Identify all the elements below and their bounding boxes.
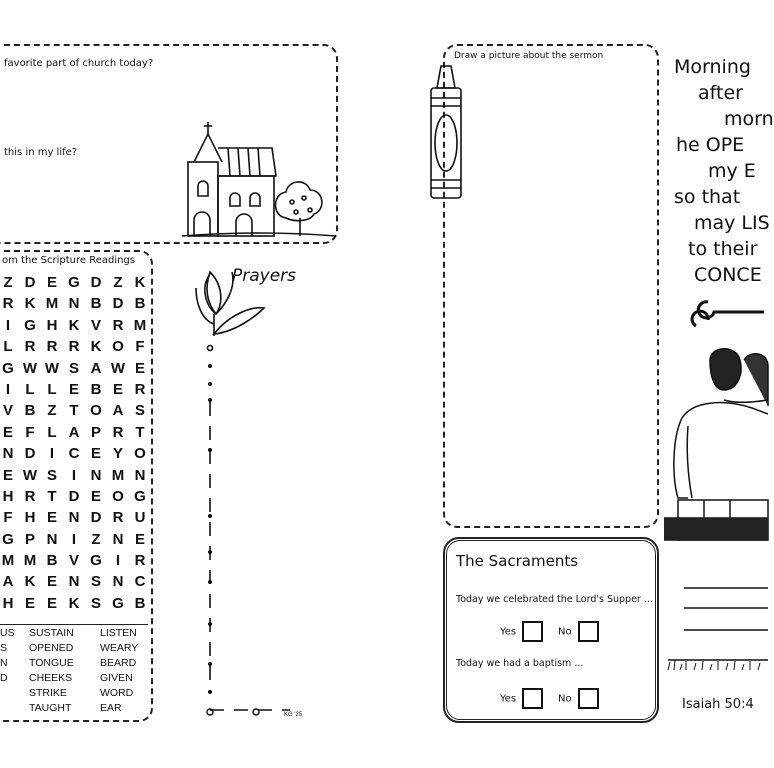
grid-letter: B bbox=[46, 552, 58, 570]
grid-letter: H bbox=[46, 316, 58, 334]
grid-letter: N bbox=[46, 530, 58, 548]
word-list-item: OPENED bbox=[29, 642, 74, 654]
grid-row bbox=[0, 379, 148, 400]
grid-letter: R bbox=[46, 338, 58, 356]
grid-row bbox=[0, 315, 148, 336]
grid-letter: E bbox=[2, 466, 13, 484]
grid-letter: E bbox=[46, 509, 57, 527]
baptism-question: Today we had a baptism ... bbox=[456, 658, 584, 669]
grid-letter: I bbox=[71, 530, 77, 548]
grid-letter: N bbox=[112, 573, 124, 591]
grid-letter: W bbox=[22, 359, 38, 377]
grid-row bbox=[0, 400, 148, 421]
grid-letter: B bbox=[134, 295, 146, 313]
grid-row bbox=[0, 593, 148, 614]
verse-line: morn bbox=[724, 108, 774, 130]
sermon-label: Draw a picture about the sermon bbox=[454, 51, 604, 61]
grid-letter: K bbox=[90, 338, 102, 356]
grid-letter: G bbox=[68, 274, 80, 291]
grid-letter: G bbox=[90, 552, 102, 570]
grid-letter: E bbox=[2, 423, 13, 441]
grid-letter: K bbox=[134, 274, 146, 291]
verse-line: he OPE bbox=[676, 134, 745, 156]
reflection-question-1: favorite part of church today? bbox=[4, 58, 154, 69]
grid-letter: S bbox=[134, 402, 145, 420]
lords-supper-no-checkbox[interactable] bbox=[578, 621, 599, 642]
word-list-item: EAR bbox=[100, 702, 122, 714]
word-list-item: GIVEN bbox=[100, 672, 133, 684]
grid-letter: K bbox=[68, 316, 80, 334]
couple-illustration bbox=[664, 340, 768, 720]
grid-row bbox=[0, 358, 148, 379]
verse-line: so that bbox=[674, 186, 741, 208]
grid-row bbox=[0, 272, 148, 293]
baptism-yes-checkbox[interactable] bbox=[522, 688, 543, 709]
grid-letter: I bbox=[49, 445, 55, 463]
grid-row bbox=[0, 571, 148, 592]
grid-letter: A bbox=[68, 423, 80, 441]
grid-letter: M bbox=[45, 295, 59, 313]
grid-letter: Z bbox=[47, 402, 57, 420]
grid-letter: L bbox=[47, 380, 57, 398]
grid-letter: K bbox=[24, 573, 36, 591]
grid-letter: I bbox=[115, 552, 121, 570]
grid-letter: F bbox=[25, 423, 35, 441]
grid-letter: N bbox=[68, 573, 80, 591]
grid-letter: E bbox=[46, 573, 57, 591]
word-search-grid bbox=[0, 272, 148, 614]
grid-letter: S bbox=[68, 359, 79, 377]
grid-letter: S bbox=[46, 466, 57, 484]
grid-letter: P bbox=[90, 423, 101, 441]
flower-icon bbox=[190, 252, 320, 722]
grid-letter: V bbox=[2, 402, 13, 420]
grid-letter: D bbox=[90, 509, 102, 527]
grid-letter: I bbox=[5, 316, 11, 334]
grid-letter: T bbox=[69, 402, 79, 420]
grid-letter: W bbox=[22, 466, 38, 484]
grid-letter: V bbox=[90, 316, 101, 334]
grid-row bbox=[0, 507, 148, 528]
grid-row bbox=[0, 443, 148, 464]
grid-row bbox=[0, 336, 148, 357]
grid-letter: E bbox=[112, 380, 123, 398]
grid-letter: M bbox=[1, 552, 15, 570]
grid-letter: E bbox=[90, 487, 101, 505]
word-list-item: CHEEKS bbox=[29, 672, 73, 684]
word-list-item: D bbox=[0, 672, 8, 684]
grid-letter: W bbox=[44, 359, 60, 377]
grid-letter: E bbox=[134, 530, 145, 548]
grid-letter: O bbox=[134, 445, 146, 463]
grid-letter: B bbox=[90, 380, 102, 398]
word-list-item: US bbox=[0, 627, 15, 639]
grid-letter: M bbox=[111, 466, 125, 484]
grid-letter: I bbox=[71, 466, 77, 484]
church-icon bbox=[180, 118, 340, 240]
grid-letter: E bbox=[68, 380, 79, 398]
no-label: No bbox=[558, 693, 572, 705]
grid-letter: Z bbox=[113, 274, 123, 291]
grid-row bbox=[0, 550, 148, 571]
grid-letter: P bbox=[24, 530, 35, 548]
grid-letter: E bbox=[46, 274, 57, 291]
grid-letter: N bbox=[112, 530, 124, 548]
grid-letter: F bbox=[3, 509, 13, 527]
grid-letter: G bbox=[2, 530, 14, 548]
grid-letter: T bbox=[135, 423, 145, 441]
grid-letter: R bbox=[24, 487, 36, 505]
grid-letter: M bbox=[23, 552, 37, 570]
grid-letter: E bbox=[46, 594, 57, 612]
grid-letter: D bbox=[24, 445, 36, 463]
grid-letter: B bbox=[90, 295, 102, 313]
grid-letter: F bbox=[135, 338, 145, 356]
grid-letter: W bbox=[110, 359, 126, 377]
grid-letter: N bbox=[90, 466, 102, 484]
grid-letter: D bbox=[112, 295, 124, 313]
grid-letter: D bbox=[24, 274, 36, 291]
baptism-yes[interactable] bbox=[500, 688, 543, 709]
grid-letter: R bbox=[112, 509, 124, 527]
grid-letter: R bbox=[112, 316, 124, 334]
verse-text bbox=[668, 54, 774, 288]
word-list-item: WORD bbox=[100, 687, 134, 699]
grid-letter: O bbox=[90, 402, 102, 420]
grid-row bbox=[0, 293, 148, 314]
grid-letter: B bbox=[134, 594, 146, 612]
grid-letter: L bbox=[47, 423, 57, 441]
verse-line: CONCE bbox=[694, 264, 762, 286]
grid-letter: K bbox=[24, 295, 36, 313]
grid-divider bbox=[0, 624, 148, 625]
sermon-drawing-box bbox=[443, 44, 659, 528]
grid-letter: B bbox=[24, 402, 36, 420]
grid-letter: O bbox=[112, 487, 124, 505]
grid-letter: R bbox=[134, 552, 146, 570]
verse-line: after bbox=[698, 82, 743, 104]
grid-letter: R bbox=[112, 423, 124, 441]
grid-letter: U bbox=[134, 509, 146, 527]
grid-row bbox=[0, 422, 148, 443]
grid-letter: N bbox=[68, 295, 80, 313]
yes-label: Yes bbox=[500, 626, 517, 638]
verse-line: my E bbox=[708, 160, 756, 182]
grid-letter: A bbox=[90, 359, 102, 377]
artist-initials: KG '25 bbox=[284, 712, 303, 718]
grid-letter: L bbox=[25, 380, 35, 398]
grid-letter: L bbox=[3, 338, 13, 356]
grid-letter: K bbox=[68, 594, 80, 612]
grid-letter: I bbox=[5, 380, 11, 398]
prayers-title: Prayers bbox=[232, 266, 297, 286]
grid-letter: A bbox=[2, 573, 14, 591]
grid-letter: E bbox=[90, 445, 101, 463]
grid-letter: R bbox=[68, 338, 80, 356]
verse-line: to their bbox=[688, 238, 758, 260]
grid-letter: E bbox=[134, 359, 145, 377]
grid-letter: N bbox=[68, 509, 80, 527]
grid-letter: C bbox=[134, 573, 146, 591]
lords-supper-yes-checkbox[interactable] bbox=[522, 621, 543, 642]
grid-letter: G bbox=[134, 487, 146, 505]
word-list-item: TONGUE bbox=[29, 657, 74, 669]
grid-letter: C bbox=[68, 445, 80, 463]
grid-letter: E bbox=[24, 594, 35, 612]
grid-letter: G bbox=[24, 316, 36, 334]
sacraments-title: The Sacraments bbox=[456, 552, 579, 570]
lords-supper-yes[interactable] bbox=[500, 621, 543, 642]
word-list-item: LISTEN bbox=[100, 627, 137, 639]
grid-letter: D bbox=[68, 487, 80, 505]
grid-letter: Z bbox=[3, 274, 13, 291]
grid-letter: S bbox=[90, 594, 101, 612]
grid-letter: H bbox=[2, 487, 14, 505]
grid-row bbox=[0, 465, 148, 486]
verse-reference: Isaiah 50:4 bbox=[682, 697, 754, 712]
word-list-item: S bbox=[0, 642, 8, 654]
grid-letter: V bbox=[68, 552, 79, 570]
word-list-item: TAUGHT bbox=[29, 702, 72, 714]
word-list-item: SUSTAIN bbox=[29, 627, 74, 639]
grid-letter: M bbox=[133, 316, 147, 334]
baptism-no[interactable] bbox=[558, 688, 599, 709]
grid-letter: T bbox=[47, 487, 57, 505]
grid-letter: S bbox=[90, 573, 101, 591]
verse-line: Morning bbox=[674, 56, 751, 78]
grid-row bbox=[0, 486, 148, 507]
lords-supper-question: Today we celebrated the Lord's Supper ... bbox=[456, 594, 653, 605]
yes-label: Yes bbox=[500, 693, 517, 705]
grid-letter: D bbox=[90, 274, 102, 291]
grid-letter: O bbox=[112, 338, 124, 356]
grid-letter: A bbox=[112, 402, 124, 420]
grid-letter: H bbox=[24, 509, 36, 527]
crayon-icon bbox=[425, 62, 467, 204]
grid-letter: R bbox=[134, 380, 146, 398]
word-list-item: N bbox=[0, 657, 8, 669]
no-label: No bbox=[558, 626, 572, 638]
baptism-no-checkbox[interactable] bbox=[578, 688, 599, 709]
grid-letter: N bbox=[2, 445, 14, 463]
word-list-item: WEARY bbox=[100, 642, 139, 654]
lords-supper-no[interactable] bbox=[558, 621, 599, 642]
grid-letter: N bbox=[134, 466, 146, 484]
grid-letter: G bbox=[112, 594, 124, 612]
swirl-ornament-icon bbox=[688, 290, 768, 340]
grid-letter: R bbox=[24, 338, 36, 356]
grid-letter: R bbox=[2, 295, 14, 313]
word-list-item: STRIKE bbox=[29, 687, 67, 699]
grid-letter: G bbox=[2, 359, 14, 377]
grid-letter: H bbox=[2, 594, 14, 612]
word-search-title: om the Scripture Readings bbox=[2, 255, 135, 266]
verse-line: may LIS bbox=[694, 212, 770, 234]
grid-row bbox=[0, 529, 148, 550]
reflection-question-2: this in my life? bbox=[4, 147, 78, 158]
grid-letter: Z bbox=[91, 530, 101, 548]
word-list-item: BEARD bbox=[100, 657, 137, 669]
grid-letter: Y bbox=[112, 445, 123, 463]
